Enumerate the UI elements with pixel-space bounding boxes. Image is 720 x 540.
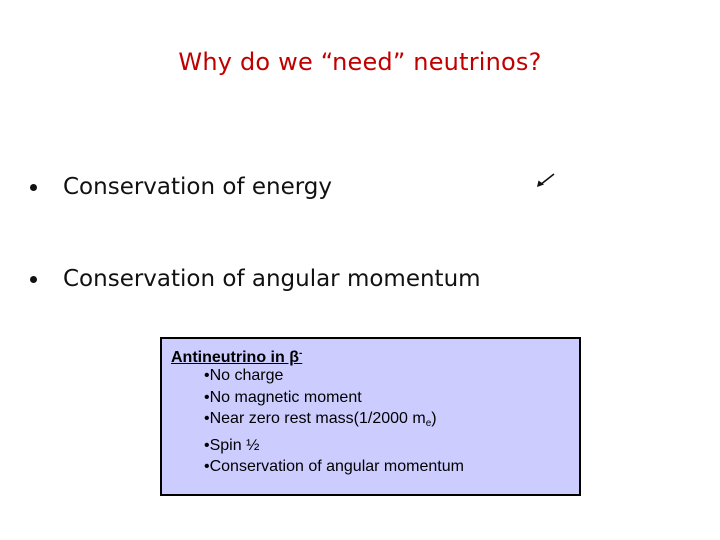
bullet-dot-icon [30, 276, 37, 283]
list-item: •Conservation of angular momentum [204, 458, 464, 475]
list-item: •No charge [204, 367, 284, 384]
info-box-title: Antineutrino in β- [171, 348, 303, 366]
bullet-text: Conservation of energy [63, 174, 332, 200]
slide-title: Why do we “need” neutrinos? [178, 48, 542, 76]
antineutrino-info-box [160, 337, 581, 496]
info-box-list [204, 365, 464, 478]
list-item: •No magnetic moment [204, 388, 362, 406]
bullet-dot-icon [30, 184, 37, 191]
arrow-down-left-icon [534, 170, 558, 190]
bullet-conservation-angular-momentum [30, 266, 481, 292]
list-item: •Spin ½ [204, 436, 260, 454]
bullet-text: Conservation of angular momentum [63, 266, 481, 292]
list-item: •Near zero rest mass(1/2000 $m_e$) [204, 410, 437, 429]
bullet-conservation-energy [30, 174, 332, 200]
